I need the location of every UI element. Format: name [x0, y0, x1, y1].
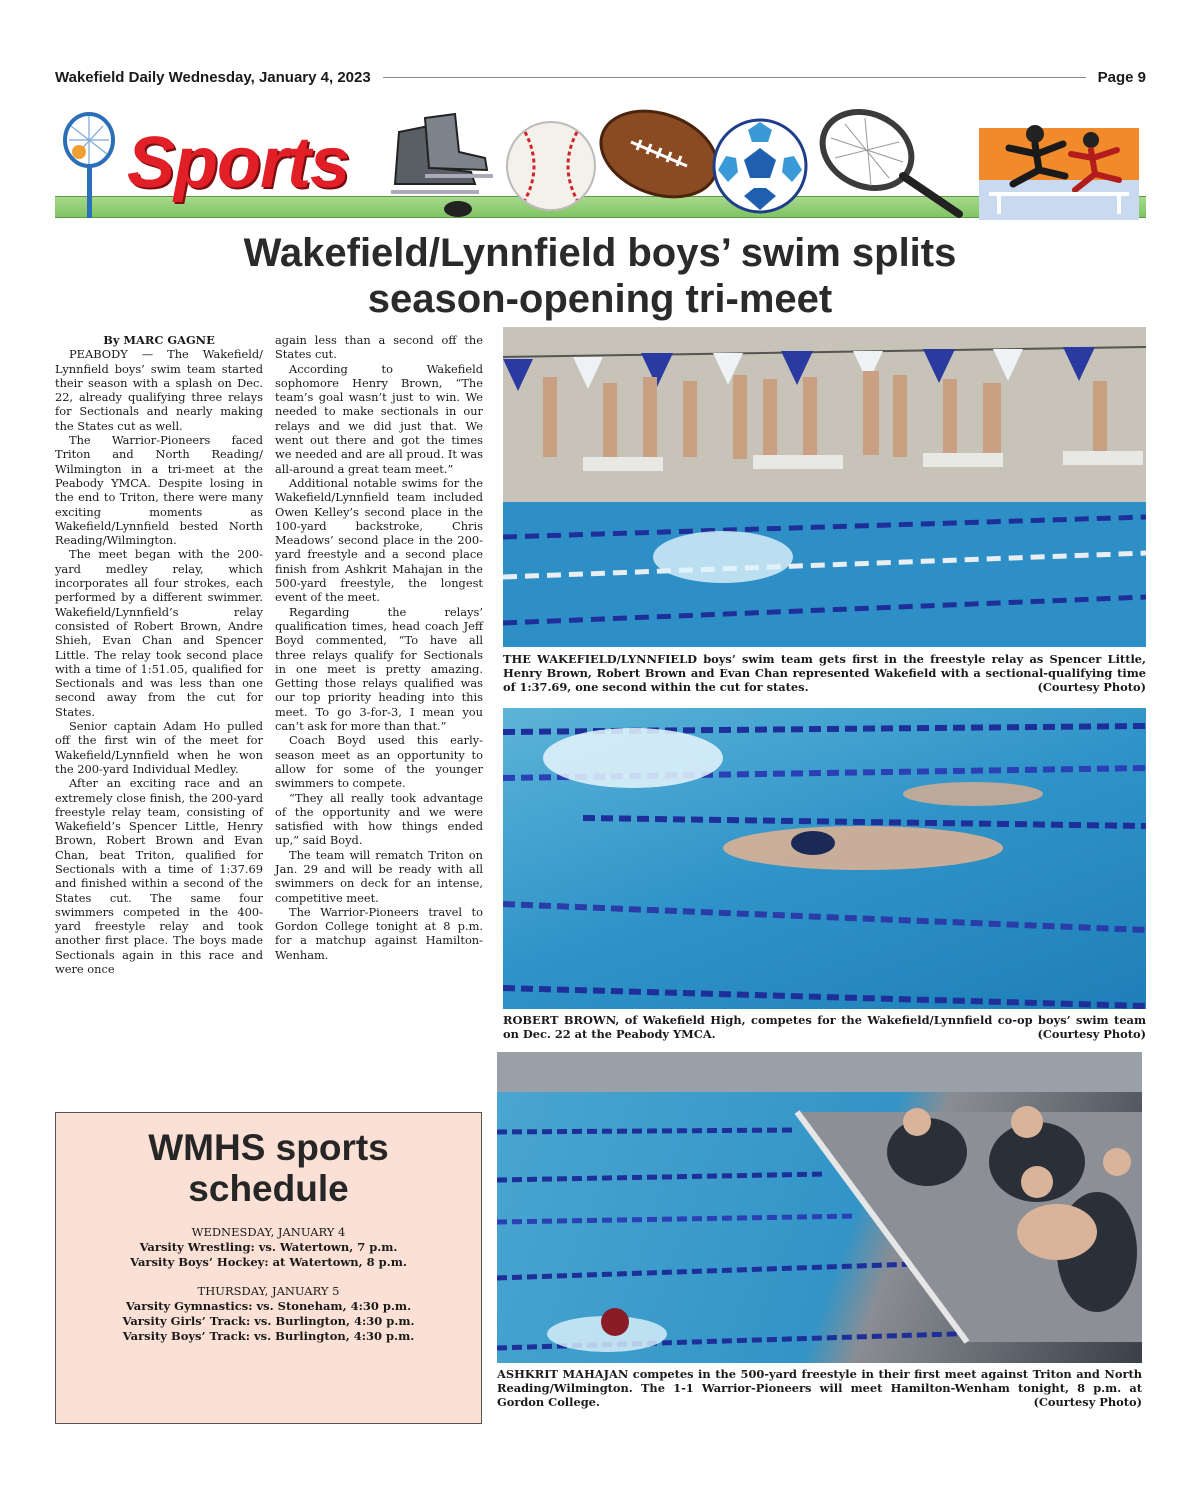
sports-title: Sports	[127, 123, 350, 203]
sports-schedule-box	[55, 1112, 482, 1424]
article-continuation: again less than a second off the States cut.	[275, 333, 483, 362]
sports-banner	[55, 104, 1146, 224]
headline	[60, 230, 1140, 322]
schedule-item: Varsity Boys’ Track: vs. Burlington, 4:30 p.m.	[122, 1329, 415, 1343]
photo-ashkrit-mahajan	[497, 1052, 1142, 1363]
byline: By MARC GAGNE	[103, 333, 215, 347]
schedule-day: WEDNESDAY, JANUARY 4	[191, 1225, 346, 1239]
article-paragraph: Regarding the relays’ qualification times, head coach Jeff Boyd commented, “To have all three relays qualify for Sectionals in one meet is pretty amazing. Getting those relays qualified was our top priority heading into this meet. To go 3-for-3, I mean you can’t ask for more than that.”	[275, 604, 483, 734]
caption-text: THE WAKEFIELD/LYNNFIELD boys’ swim team gets first in the freestyle relay as Spencer Little, Henry Brown, Robert Brown and Evan Chan represented Wakefield with a sectional-qualifying time of 1:37.69, one second within the cut for states.	[503, 652, 1146, 694]
schedule-title-line-1: WMHS sports	[148, 1127, 389, 1168]
headline-line-1: Wakefield/Lynnfield boys’ swim splits	[243, 231, 957, 275]
schedule-item: Varsity Wrestling: vs. Watertown, 7 p.m.	[139, 1240, 398, 1254]
headline-line-2: season-opening tri-meet	[367, 277, 833, 321]
soccer-ball-icon	[710, 116, 810, 216]
caption-photo-1	[503, 652, 1146, 694]
photo-robert-brown	[503, 708, 1146, 1009]
article-paragraph: According to Wakefield sophomore Henry Brown, “The team’s goal wasn’t just to win. We needed to make sectionals in our relays and we did just that. We went out there and got the times we needed and are all proud. It was all-around a great team meet.”	[275, 361, 483, 476]
caption-text: ASHKRIT MAHAJAN competes in the 500-yard freestyle in their first meet against Triton and North Reading/Wilmington. The 1-1 Warrior-Pioneers will meet Hamilton-Wenham tonight, 8 p.m. at Gordon College.	[497, 1367, 1142, 1409]
article-column-1	[55, 333, 263, 976]
article-column-2	[275, 333, 483, 962]
schedule-day: THURSDAY, JANUARY 5	[197, 1284, 340, 1298]
ice-skates-icon	[385, 112, 495, 202]
article-paragraph: The Warrior-Pioneers faced Triton and North Reading/ Wilmington in a tri-meet at the Peabody YMCA. Despite losing in the end to Triton, there were many exciting moments as Wakefield/Lynnfield bested North Reading/Wilmington.	[55, 433, 263, 548]
article-paragraph: The meet began with the 200-yard medley relay, which incorporates all four strokes, each performed by a different swimmer. Wakefield/Lynnfield’s relay consisted of Robert Brown, Andre Shieh, Evan Chan and Spencer Little. The relay took second place with a time of 1:51.05, qualified for Sectionals and was less than one second away from the cut for States.	[55, 547, 263, 719]
article-paragraph: Coach Boyd used this early-season meet as an opportunity to allow for some of the younger swimmers to compete.	[275, 733, 483, 791]
photo-credit: (Courtesy Photo)	[1033, 1395, 1142, 1409]
tennis-racket-icon	[815, 108, 965, 218]
schedule-item: Varsity Boys’ Hockey: at Watertown, 8 p.m.	[130, 1255, 407, 1269]
article-paragraph: “They all really took advantage of the opportunity and we were satisfied with how things ended up,” said Boyd.	[275, 790, 483, 848]
schedule-title-line-2: schedule	[188, 1168, 349, 1209]
hockey-puck-icon	[443, 198, 473, 220]
football-icon	[595, 106, 723, 202]
article-paragraph: After an exciting race and an extremely close finish, the 200-yard freestyle relay team, consisting of Wakefield’s Spencer Little, Henry Brown, Robert Brown and Evan Chan, beat Triton, qualified for Sectionals with a time of 1:37.69 and finished within a second of the States cut. The same four swimmers competed in the 400-yard freestyle relay and took another first place. The boys made Sectionals again in this race and were once	[55, 776, 263, 977]
article-paragraph: Additional notable swims for the Wakefield/Lynnfield team included Owen Kelley’s second place in the 100-yard backstroke, Chris Meadows’ second place in the 200-yard freestyle and a second place finish from Ashkrit Mahajan in the 500-yard freestyle, the longest event of the meet.	[275, 475, 483, 605]
baseball-icon	[503, 118, 599, 214]
photo-credit: (Courtesy Photo)	[1037, 1027, 1146, 1041]
schedule-item: Varsity Gymnastics: vs. Stoneham, 4:30 p.m.	[125, 1299, 412, 1313]
folio-date: Wakefield Daily Wednesday, January 4, 2023	[55, 68, 371, 86]
article-paragraph: The team will rematch Triton on Jan. 29 and will be ready with all swimmers on deck for an intense, competitive meet.	[275, 847, 483, 905]
folio-rule	[383, 77, 1086, 78]
hurdlers-icon	[979, 110, 1139, 220]
caption-photo-3	[497, 1367, 1142, 1409]
caption-photo-2	[503, 1013, 1146, 1041]
caption-text: ROBERT BROWN, of Wakefield High, competes for the Wakefield/Lynnfield co-op boys’ swim team on Dec. 22 at the Peabody YMCA.	[503, 1013, 1146, 1041]
schedule-title	[56, 1127, 481, 1209]
folio	[55, 66, 1146, 88]
schedule-item: Varsity Girls’ Track: vs. Burlington, 4:30 p.m.	[122, 1314, 415, 1328]
article-paragraph: The Warrior-Pioneers travel to Gordon College tonight at 8 p.m. for a matchup against Hamilton-Wenham.	[275, 904, 483, 962]
lacrosse-stick-icon	[55, 112, 125, 220]
article-paragraph: PEABODY — The Wakefield/ Lynnfield boys’ swim team started their season with a splash on Dec. 22, already qualifying three relays for Sectionals and nearly making the States cut as well.	[55, 347, 263, 433]
photo-credit: (Courtesy Photo)	[1037, 680, 1146, 694]
photo-relay-team	[503, 327, 1146, 647]
page-number: Page 9	[1097, 68, 1146, 86]
article-paragraph: Senior captain Adam Ho pulled off the first win of the meet for Wakefield/Lynnfield when he won the 200-yard Individual Medley.	[55, 719, 263, 776]
